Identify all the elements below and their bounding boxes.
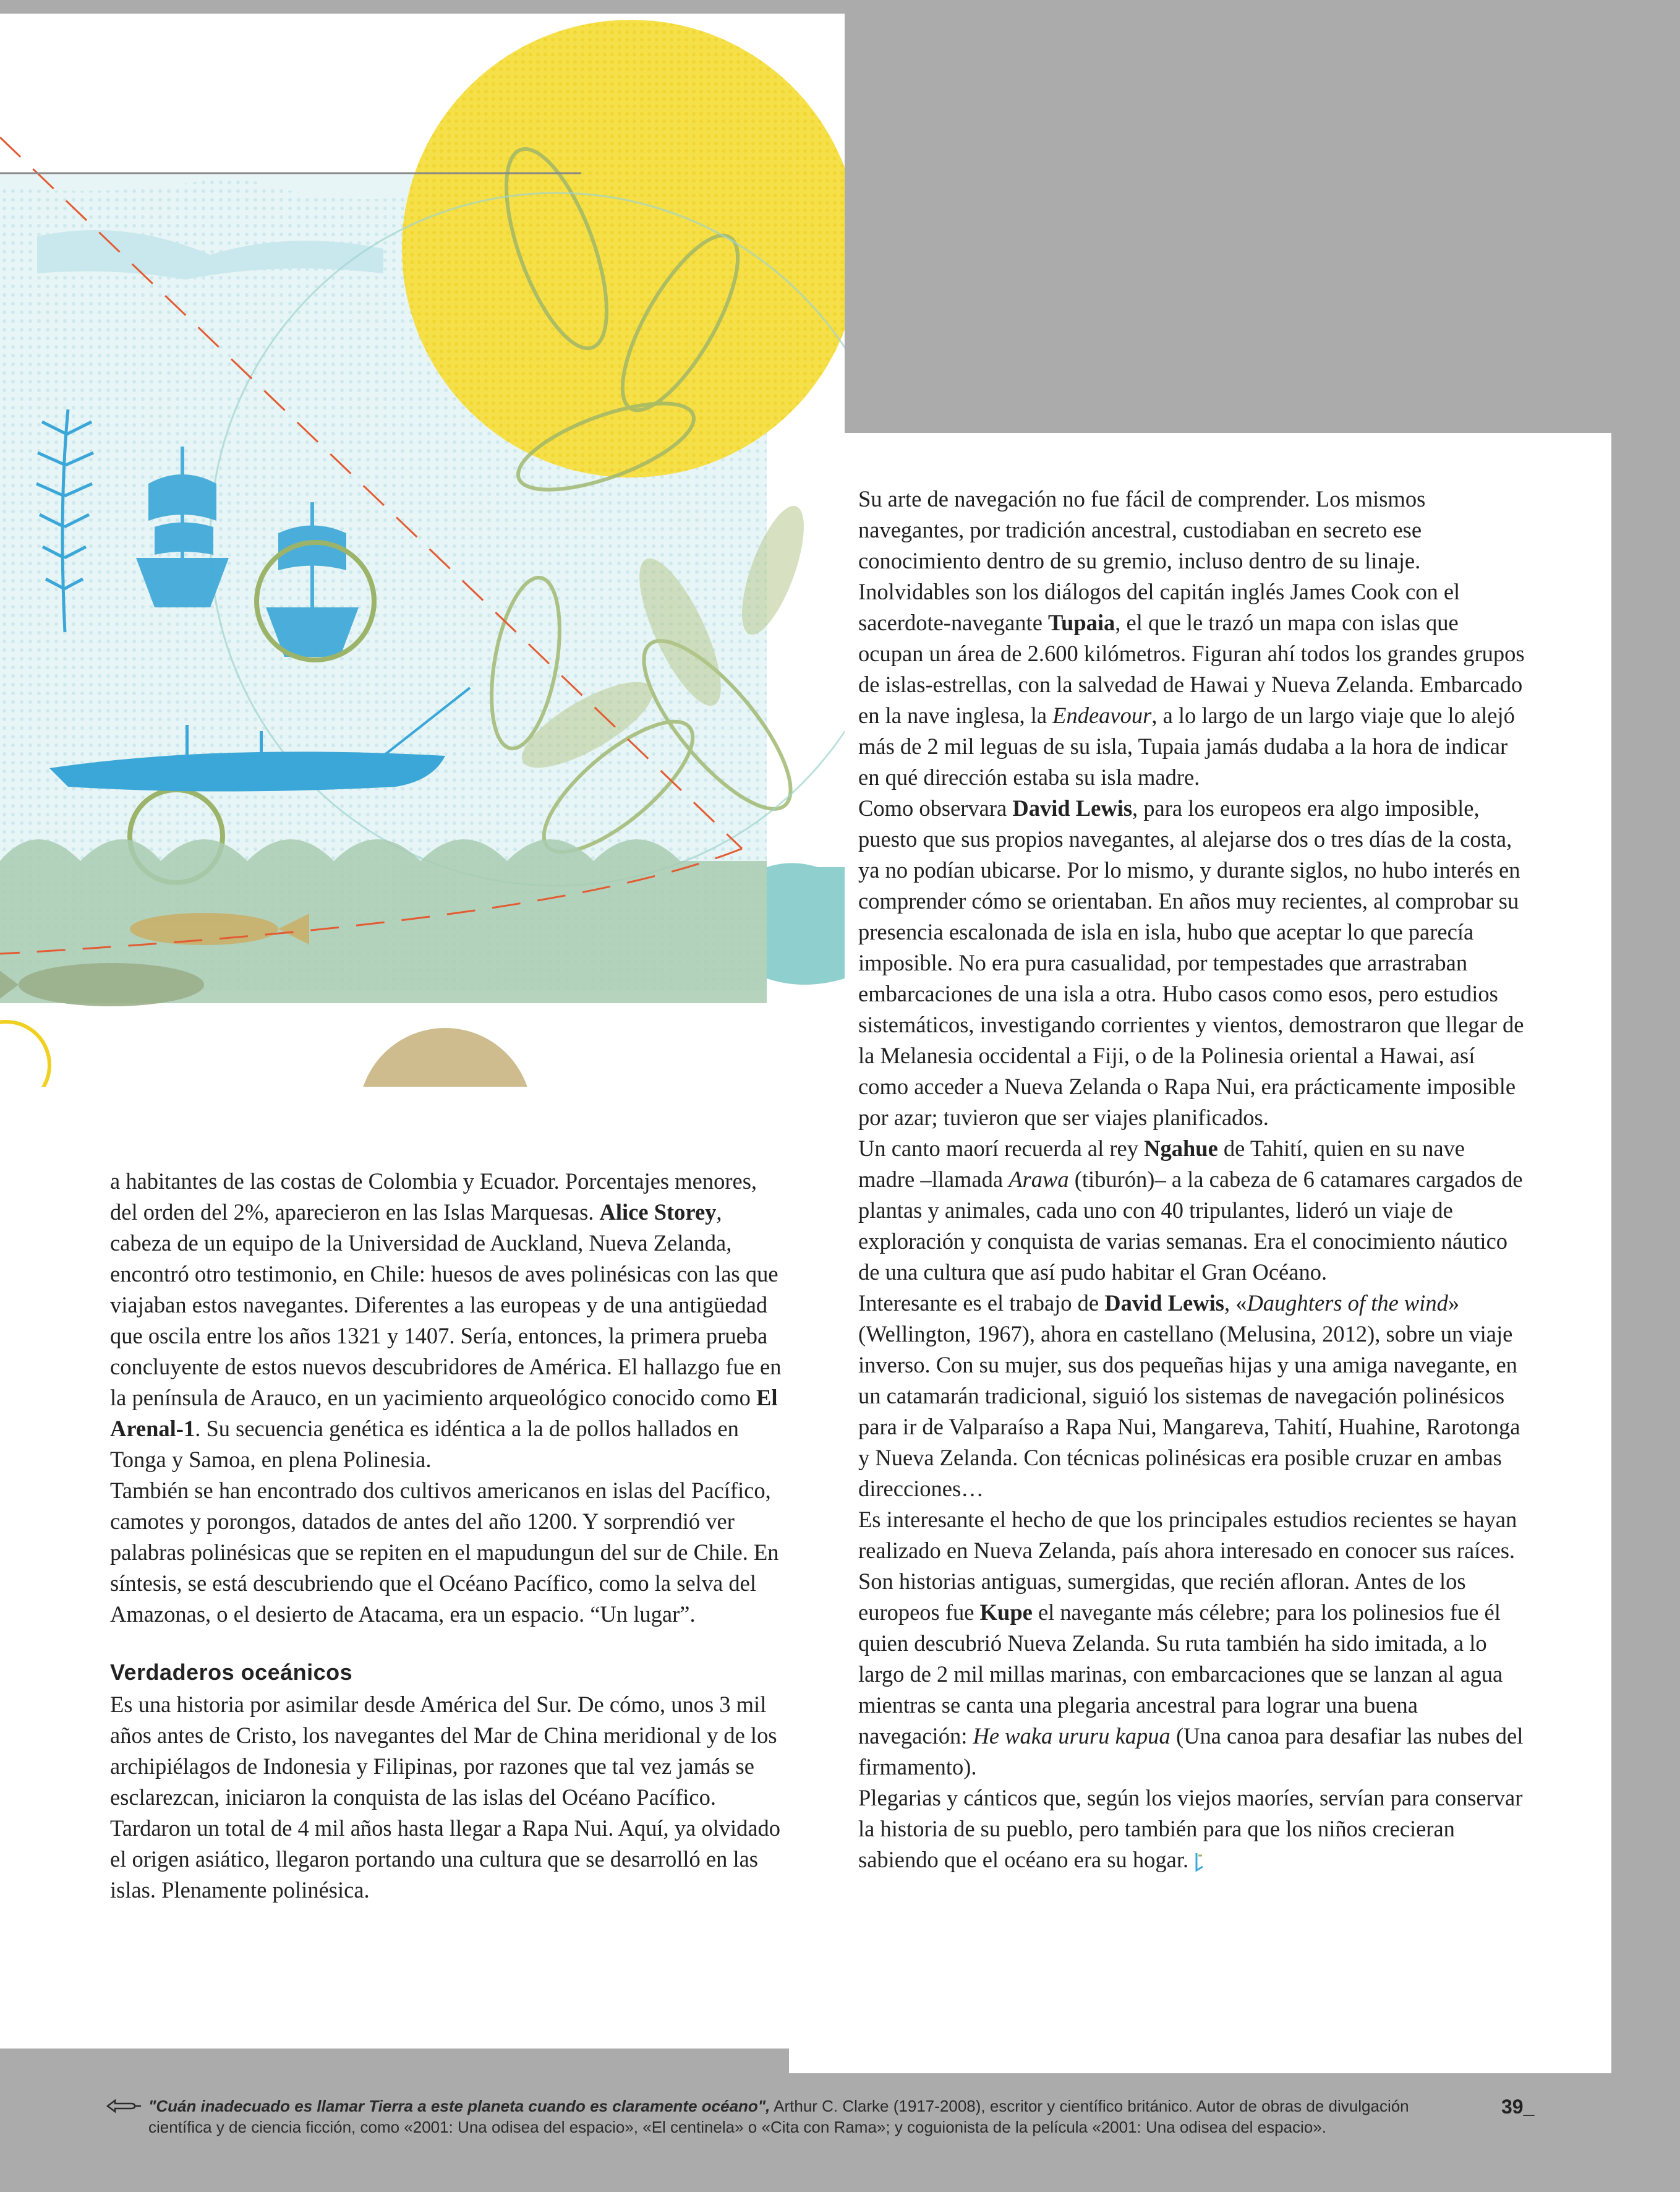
page-number: 39_ [1501,2096,1535,2118]
polynesian-illustration [0,14,845,1087]
section-subhead: Verdaderos oceánicos [110,1659,353,1685]
right-paragraph-7: Plegarias y cánticos que, según los viejos maoríes, servían para conservar la historia de su pueblo, pero también para que los niños crecieran sabiendo que el océano era su hogar. [858,1785,1523,1872]
right-paragraph-5: Es interesante el hecho de que los principales estudios recientes se hayan realizado en Nueva Zelanda, país ahora interesado en conocer sus raíces. [858,1507,1517,1563]
site-el-arenal: El Arenal-1 [110,1385,778,1441]
left-text-column [110,1166,784,1906]
left-paragraph-2: También se han encontrado dos cultivos americanos en islas del Pacífico, camotes y porongos, datados de antes del año 1200. Y sorprendió ver palabras polinésicas que se repiten en el mapudungun del sur de Chile. En síntesis, se está descubriendo que el Océano Pacífico, como la selva del Amazonas, o el desierto de Atacama, era un espacio. “Un lugar”. [110,1478,779,1627]
person-alice-storey: Alice Storey [599,1199,717,1225]
right-paragraph-3: Un canto maorí recuerda al rey Ngahue de Tahití, quien en su nave madre –llamada Arawa (tiburón)– a la cabeza de 6 catamares cargados de plantas y animales, cada uno con 40 tripulantes, lideró un viaje de exploración y conquista de varias semanas. Era el conocimiento náutico de una cultura que así pudo habitar el Gran Océano. [858,1136,1523,1285]
left-paragraph-1: a habitantes de las costas de Colombia y Ecuador. Porcentajes menores, del orden del 2%, aparecieron en las Islas Marquesas. Alice Storey, cabeza de un equipo de la Universidad de Auckland, Nueva Zelanda, encontró otro testimonio, en Chile: huesos de aves polinésicas con las que viajaban estos navegantes. Diferentes a las europeas y de una antigüedad que oscila entre los años 1321 y 1407. Sería, entonces, la primera prueba concluyente de estos nuevos descubridores de América. El hallazgo fue en la península de Arauco, en un yacimiento arqueológico conocido como El Arenal-1. Su secuencia genética es idéntica a la de pollos hallados en Tonga y Samoa, en plena Polinesia. [110,1168,782,1472]
right-text-column [858,484,1526,1875]
right-paragraph-6: Son historias antiguas, sumergidas, que recién afloran. Antes de los europeos fue Kupe el navegante más célebre; para los polinesios fue él quien descubrió Nueva Zelanda. Su ruta también ha sido imitada, a lo largo de 2 mil millas marinas, con embarcaciones que se lanzan al agua mientras se canta una plegaria ancestral para lograr una buena navegación: He waka ururu kapua (Una canoa para desafiar las nubes del firmamento). [858,1569,1524,1779]
right-paragraph-4: Interesante es el trabajo de David Lewis, «Daughters of the wind» (Wellington, 1967), ahora en castellano (Melusina, 2012), sobre un viaje inverso. Con su mujer, sus dos pequeñas hijas y una amiga navegante, en un catamarán tradicional, siguió los sistemas de navegación polinésicos para ir de Valparaíso a Rapa Nui, Mangareva, Tahití, Huahine, Rarotonga y Nueva Zelanda. Con técnicas polinésicas era posible cruzar en ambas direcciones… [858,1290,1520,1501]
end-of-article-icon [1195,1852,1205,1873]
right-paragraph-2: Como observara David Lewis, para los europeos era algo imposible, puesto que sus propios navegantes, al alejarse dos o tres días de la costa, ya no podían ubicarse. Por lo mismo, y durante siglos, no hubo interés en comprender cómo se orientaban. En años muy recientes, al comprobar su presencia escalonada de isla en isla, hubo que aceptar lo que parecía imposible. No era pura casualidad, por tempestades que arrastraban embarcaciones de una isla a otra. Hubo casos como esos, pero estudios sistemáticos, investigando corrientes y vientos, demostraron que llegar de la Melanesia occidental a Fiji, o de la Polinesia oriental a Hawai, así como acceder a Nueva Zelanda o Rapa Nui, era prácticamente imposible por azar; tuvieron que ser viajes planificados. [858,795,1524,1130]
footer-quote: "Cuán inadecuado es llamar Tierra a este planeta cuando es claramente océano", Arthur C. Clarke (1917-2008), escritor y científico británico. Autor de obras de divulgación científica y de ciencia ficción, como «2001: Una odisea del espacio», «El centinela» o «Cita con Rama»; y coguionista de la película «2001: Una odisea del espacio». [148,2097,1409,2136]
pointing-hand-icon [106,2098,142,2114]
right-paragraph-1: Su arte de navegación no fue fácil de comprender. Los mismos navegantes, por tradición ancestral, custodiaban en secreto ese conocimiento dentro de su gremio, incluso dentro de su linaje. Inolvidables son los diálogos del capitán inglés James Cook con el sacerdote-navegante Tupaia, el que le trazó un mapa con islas que ocupan un área de 2.600 kilómetros. Figuran ahí todos los grandes grupos de islas-estrellas, con la salvedad de Hawai y Nueva Zelanda. Embarcado en la nave inglesa, la Endeavour, a lo largo de un largo viaje que lo alejó más de 2 mil leguas de su isla, Tupaia jamás dudaba a la hora de indicar en qué dirección estaba su isla madre. [858,486,1525,790]
left-paragraph-3: Es una historia por asimilar desde América del Sur. De cómo, unos 3 mil años antes de Cristo, los navegantes del Mar de China meridional y de los archipiélagos de Indonesia y Filipinas, por razones que tal vez jamás se esclarezcan, iniciaron la conquista de las islas del Océano Pacífico. Tardaron un total de 4 mil años hasta llegar a Rapa Nui. Aquí, ya olvidado el origen asiático, llegaron portando una cultura que se desarrolló en las islas. Plenamente polinésica. [110,1692,781,1903]
